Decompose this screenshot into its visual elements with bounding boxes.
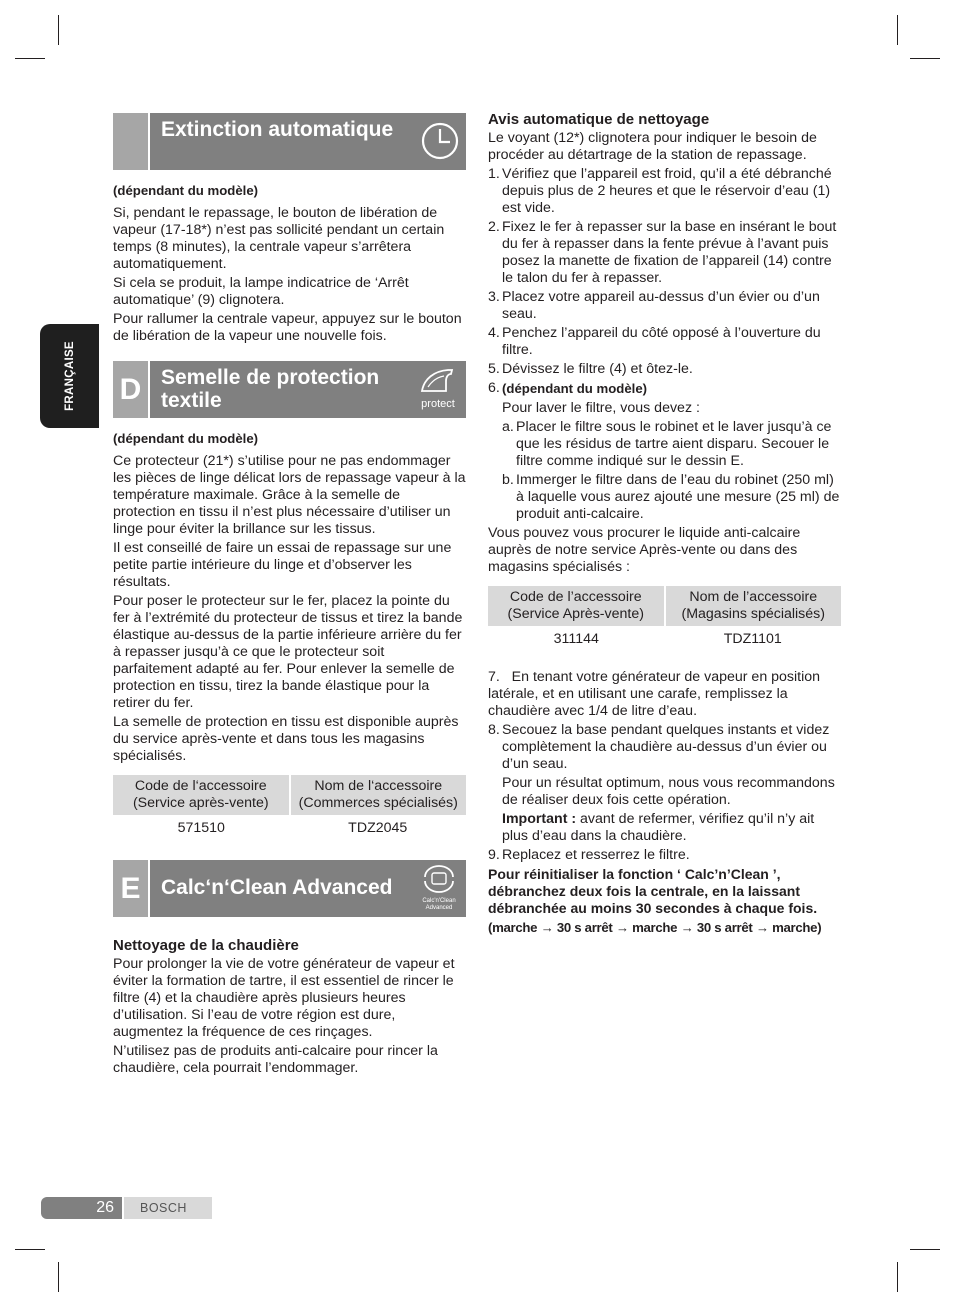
paragraph: La semelle de protection en tissu est disponible auprès du service après-vente et dans tous les magasins spécialisés. — [113, 714, 459, 764]
table-header: Nom de l‘accessoire (Commerces spécialisés) — [290, 775, 467, 815]
table-cell: 311144 — [553, 631, 599, 647]
list-item: 5. Dévissez le filtre (4) et ôtez-le. — [488, 361, 693, 377]
paragraph: Le voyant (12*) clignotera pour indiquer le besoin de procéder au détartrage de la station de repassage. — [488, 130, 817, 163]
crop-mark — [15, 1249, 45, 1250]
paragraph: Pour poser le protecteur sur le fer, placez la pointe du fer à l’extrémité du protecteur de tissus et tirez la bande élastique au-dessus de la partie inférieure arrière du fer à repasser jusqu’à ce que le protecteur soit parfaitement adapté au fer. Pour enlever la semelle de protection en tissu, tirez la bande élastique pour la retirer du fer. — [113, 593, 463, 711]
crop-mark — [897, 15, 898, 45]
crop-mark — [58, 15, 59, 45]
paragraph: Vous pouvez vous procurer le liquide anti-calcaire auprès de notre service Après-vente ou dans des magasins spécialisés : — [488, 525, 801, 575]
paragraph: Ce protecteur (21*) s’utilise pour ne pas endommager les pièces de linge délicat lors de repassage vapeur à la température maximale. Grâce à la semelle de protection en tissu il n’est plus nécessaire d’utiliser un linge pour éviter la brillance sur les tissus. — [113, 453, 466, 537]
table-row — [488, 626, 841, 653]
left-column — [113, 113, 466, 1079]
list-item: 3. Placez votre appareil au-dessus d’un évier ou d’un seau. — [488, 289, 820, 322]
paragraph: Si cela se produit, la lampe indicatrice de ‘Arrêt automatique’ (9) clignotera. — [113, 275, 409, 308]
icon-caption: protect — [421, 398, 455, 410]
paragraph: Pour rallumer la centrale vapeur, appuyez sur le bouton de libération de la vapeur une nouvelle fois. — [113, 311, 462, 344]
crop-mark — [910, 1249, 940, 1250]
list-item: a. Placer le filtre sous le robinet et le laver jusqu’à ce que les résidus de tartre aient disparu. Secouer le filtre comme indiqué sur le dessin E. — [502, 419, 832, 469]
table-row — [113, 815, 466, 842]
accessory-table — [113, 775, 466, 842]
iron-protect-icon — [414, 365, 462, 410]
accessory-table — [488, 586, 841, 653]
section-letter-tab — [113, 113, 150, 170]
subsection-title: Avis automatique de nettoyage — [488, 111, 710, 128]
table-header-row — [113, 775, 466, 815]
table-header: Code de l’accessoire (Service Après-vente) — [488, 586, 665, 626]
paragraph: Il est conseillé de faire un essai de repassage sur une petite partie intérieure du linge et d’observer les résultats. — [113, 540, 452, 590]
crop-mark — [15, 58, 45, 59]
language-label: FRANÇAISE — [63, 341, 76, 411]
subsection-title: Nettoyage de la chaudière — [113, 937, 299, 954]
right-column — [488, 111, 841, 938]
paragraph: Pour laver le filtre, vous devez : — [502, 400, 700, 416]
brand-label: BOSCH — [124, 1197, 212, 1219]
language-tab — [40, 324, 99, 428]
table-header-row — [488, 586, 841, 626]
crop-mark — [910, 58, 940, 59]
table-header: Code de l‘accessoire (Service après-vente) — [113, 775, 290, 815]
crop-mark — [58, 1262, 59, 1292]
important-note: Important : avant de refermer, vérifiez qu’il n’y ait plus d’eau dans la chaudière. — [502, 811, 815, 844]
reset-sequence: (marche → 30 s arrêt → marche → 30 s arrêt → marche) — [488, 920, 822, 935]
page-number: 26 — [41, 1197, 122, 1219]
reset-instruction: Pour réinitialiser la fonction ‘ Calc’n’Clean ’, débranchez deux fois la centrale, en la laissant débranchée au moins 30 secondes à chaque fois. — [488, 866, 818, 916]
list-item: b. Immerger le filtre dans de l’eau du robinet (250 ml) à laquelle vous aurez ajouté une mesure (25 ml) de produit anti-calcaire. — [502, 472, 840, 522]
list-item: 6. (dépendant du modèle) — [488, 380, 648, 396]
section-title: Calc‘n‘Clean Advanced — [161, 876, 393, 899]
crop-mark — [897, 1262, 898, 1292]
clock-icon — [420, 121, 460, 166]
section-header-semelle — [113, 361, 466, 418]
section-title: Semelle de protection textile — [161, 366, 380, 412]
section-header-calc-clean — [113, 860, 466, 917]
paragraph: Pour un résultat optimum, nous vous recommandons de réaliser deux fois cette opération. — [502, 775, 835, 808]
table-cell: 571510 — [177, 820, 225, 836]
paragraph: Si, pendant le repassage, le bouton de libération de vapeur (17-18*) n’est pas sollicité pendant un certain temps (8 minutes), la centrale vapeur s’arrêtera automatiquement. — [113, 205, 445, 272]
section-letter-tab: D — [113, 361, 150, 418]
list-item: 9. Replacez et resserrez le filtre. — [488, 847, 690, 863]
model-note: (dépendant du modèle) — [113, 183, 259, 198]
section-title: Extinction automatique — [161, 118, 394, 141]
calc-clean-icon — [416, 865, 462, 912]
model-note: (dépendant du modèle) — [113, 431, 259, 446]
table-header: Nom de l’accessoire (Magasins spécialisés) — [665, 586, 842, 626]
section-header-extinction — [113, 113, 466, 170]
paragraph: N’utilisez pas de produits anti-calcaire pour rincer la chaudière, cela pourrait l’endommager. — [113, 1043, 438, 1076]
list-item: 4. Penchez l’appareil du côté opposé à l’ouverture du filtre. — [488, 325, 821, 358]
section-letter-tab: E — [113, 860, 150, 917]
icon-caption: Calc'n'Clean Advanced — [422, 898, 456, 911]
table-cell: TDZ1101 — [723, 631, 782, 647]
paragraph: Pour prolonger la vie de votre générateur de vapeur et éviter la formation de tartre, il est essentiel de rincer le filtre (4) et la chaudière après plusieurs heures d’utilisation. Si l’eau de votre région est dure, augmentez la fréquence de ces rinçages. — [113, 956, 455, 1040]
list-item: 1. Vérifiez que l’appareil est froid, qu’il a été débranché depuis plus de 2 heures et que le réservoir d’eau (1) est vide. — [488, 166, 832, 216]
list-item: 2. Fixez le fer à repasser sur la base en insérant le bout du fer à repasser dans la fente prévue à l’avant puis posez la manette de fixation de l’appareil (14) contre le talon du fer à repasser. — [488, 219, 837, 286]
list-item: 8. Secouez la base pendant quelques instants et videz complètement la chaudière au-dessus d’un évier ou d’un seau. — [488, 722, 830, 772]
table-cell: TDZ2045 — [348, 820, 408, 836]
paragraph: 7. En tenant votre générateur de vapeur en position latérale, et en utilisant une carafe, remplissez la chaudière avec 1/4 de litre d’eau. — [488, 669, 825, 719]
